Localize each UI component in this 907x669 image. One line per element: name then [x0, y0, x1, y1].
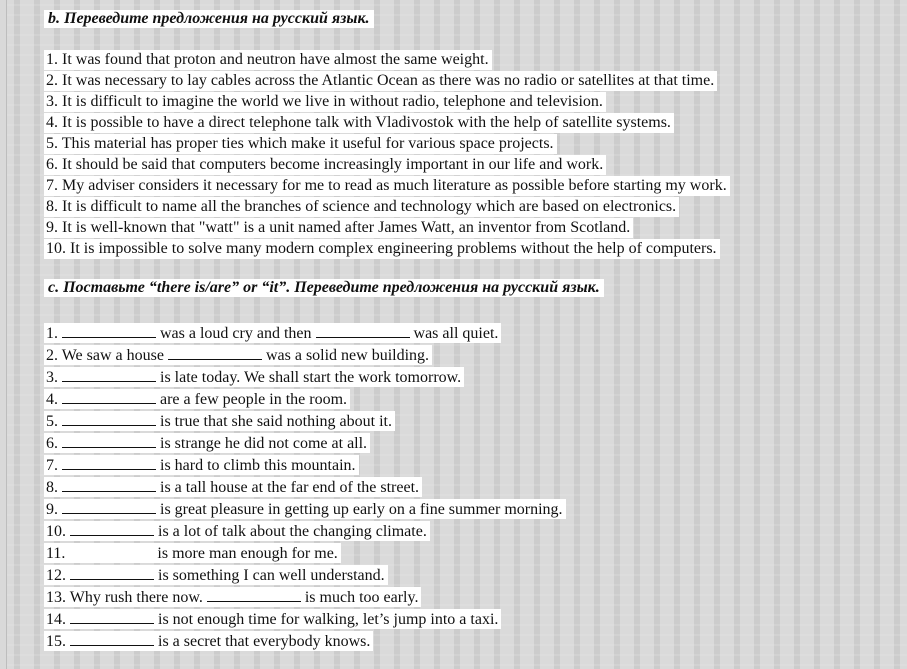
section-c-item-8 [44, 477, 422, 497]
blank-field[interactable] [70, 609, 154, 624]
left-margin-bar [0, 0, 7, 669]
section-c-item-5 [44, 411, 395, 431]
section-b-item-10: 10. It is impossible to solve many modern complex engineering problems without the help of computers. [44, 239, 720, 259]
section-c-item-7 [44, 455, 359, 475]
item-text: is something I can well understand. [158, 567, 385, 584]
blank-field[interactable] [168, 345, 262, 360]
item-number: 9. [46, 501, 58, 518]
item-text: is not enough time for walking, let’s jump into a taxi. [158, 611, 499, 628]
item-text: is a tall house at the far end of the street. [160, 479, 420, 496]
document-page [8, 0, 907, 669]
blank-field[interactable] [70, 631, 154, 646]
item-number: 7. [46, 457, 58, 474]
blank-field[interactable] [62, 367, 156, 382]
section-c-item-3 [44, 367, 464, 387]
item-text: is great pleasure in getting up early on a fine summer morning. [160, 501, 563, 518]
item-text: is true that she said nothing about it. [160, 413, 392, 430]
section-c-item-13 [44, 587, 421, 607]
section-c-title: c. Поставьте “there is/are” or “it”. Переведите предложения на русский язык. [44, 279, 604, 297]
item-text: was all quiet. [413, 325, 499, 342]
blank-field[interactable] [62, 323, 156, 338]
section-b-item-4: 4. It is possible to have a direct telephone talk with Vladivostok with the help of satellite systems. [44, 113, 674, 133]
section-b-item-2: 2. It was necessary to lay cables across the Atlantic Ocean as there was no radio or satellites at that time. [44, 71, 717, 91]
section-b-item-1: 1. It was found that proton and neutron have almost the same weight. [44, 50, 492, 70]
item-text: was a solid new building. [265, 347, 430, 364]
blank-field[interactable] [316, 323, 410, 338]
item-number: 11. [46, 545, 66, 562]
item-number: 15. [46, 633, 66, 650]
item-text: is strange he did not come at all. [160, 435, 368, 452]
item-text: is more man enough for me. [157, 545, 338, 562]
blank-field[interactable] [69, 543, 153, 558]
item-number: 3. [46, 369, 58, 386]
blank-field[interactable] [62, 389, 156, 404]
item-number: 10. [46, 523, 66, 540]
section-c-item-2 [44, 345, 432, 365]
blank-field[interactable] [70, 565, 154, 580]
item-text: is a lot of talk about the changing climate. [158, 523, 427, 540]
section-c-item-1 [44, 323, 501, 343]
blank-field[interactable] [62, 455, 156, 470]
section-c-item-11 [44, 543, 341, 563]
section-c-item-4 [44, 389, 350, 409]
item-number: 12. [46, 567, 66, 584]
blank-field[interactable] [70, 521, 154, 536]
item-number: 6. [46, 435, 58, 452]
item-text: is much too early. [304, 589, 419, 606]
section-b-item-6: 6. It should be said that computers become increasingly important in our life and work. [44, 155, 606, 175]
item-text: is a secret that everybody knows. [158, 633, 371, 650]
section-c-item-14 [44, 609, 501, 629]
section-c-item-9 [44, 499, 566, 519]
blank-field[interactable] [207, 587, 301, 602]
item-text: is late today. We shall start the work tomorrow. [160, 369, 462, 386]
item-number: 8. [46, 479, 58, 496]
blank-field[interactable] [62, 477, 156, 492]
section-b-item-5: 5. This material has proper ties which make it useful for various space projects. [44, 134, 557, 154]
section-c-item-6 [44, 433, 370, 453]
section-b-item-3: 3. It is difficult to imagine the world we live in without radio, telephone and television. [44, 92, 606, 112]
item-text: are a few people in the room. [160, 391, 348, 408]
section-b-item-9: 9. It is well-known that "watt" is a unit named after James Watt, an inventor from Scotland. [44, 218, 633, 238]
section-c-item-12 [44, 565, 388, 585]
section-b-item-8: 8. It is difficult to name all the branches of science and technology which are based on electronics. [44, 197, 679, 217]
item-text: was a loud cry and then [160, 325, 312, 342]
item-number: 1. [46, 325, 58, 342]
section-b-title: b. Переведите предложения на русский язык. [44, 10, 374, 28]
section-b-item-7: 7. My adviser considers it necessary for me to read as much literature as possible before starting my work. [44, 176, 730, 196]
blank-field[interactable] [62, 499, 156, 514]
section-c-item-15 [44, 631, 373, 651]
item-number: 5. [46, 413, 58, 430]
blank-field[interactable] [62, 433, 156, 448]
item-number: 4. [46, 391, 58, 408]
section-c-item-10 [44, 521, 430, 541]
blank-field[interactable] [62, 411, 156, 426]
item-number: 14. [46, 611, 66, 628]
item-text: is hard to climb this mountain. [160, 457, 356, 474]
item-number: 2. We saw a house [46, 347, 164, 364]
item-number: 13. Why rush there now. [46, 589, 203, 606]
